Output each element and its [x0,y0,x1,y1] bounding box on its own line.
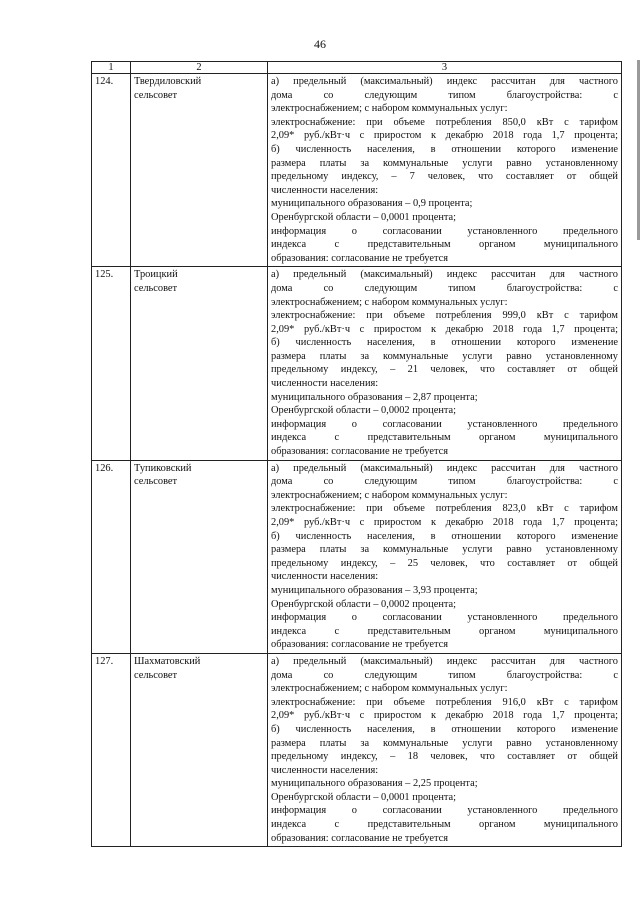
description-line: 2,09* руб./кВт·ч с приростом к декабрю 2018 года 1,7 процента; [271,130,618,142]
column-header-2: 2 [131,62,268,74]
description-line: численности населения: [271,764,379,776]
description-line: электроснабжением; с набором коммунальных услуг: [271,683,508,695]
description-line: электроснабжение: при объеме потребления 850,0 кВт с тарифом [271,116,618,128]
description-line: индекса с представительным органом муниципального [271,432,618,444]
description-line: Оренбургской области – 0,0002 процента; [271,405,457,417]
description-line: электроснабжением; с набором коммунальных услуг: [271,103,508,115]
column-header-1: 1 [92,62,131,74]
description-line: предельному индексу, – 18 человек, что составляет от общей [271,751,618,763]
description-line: предельному индексу, – 21 человек, что составляет от общей [271,364,618,376]
description-line: электроснабжение: при объеме потребления 999,0 кВт с тарифом [271,310,618,322]
description-line: б) численность населения, в отношении которого изменение [271,143,618,155]
description-line: размера платы за коммунальные услуги равно установленному [271,157,618,169]
table-row [92,74,622,267]
description-line: электроснабжением; с набором коммунальных услуг: [271,296,508,308]
description-line: а) предельный (максимальный) индекс рассчитан для частного [271,462,618,474]
description-line: муниципального образования – 0,9 процента; [271,198,473,210]
description-line: информация о согласовании установленного предельного [271,418,618,430]
municipality-name [131,74,268,267]
description-line: дома со следующим типом благоустройства: с [271,669,618,681]
description-line: 2,09* руб./кВт·ч с приростом к декабрю 2018 года 1,7 процента; [271,517,618,528]
description-line: 2,09* руб./кВт·ч с приростом к декабрю 2018 года 1,7 процента; [271,710,618,722]
municipality-name-line: Шахматовский [134,655,201,667]
description-line: информация о согласовании установленного предельного [271,805,618,817]
row-number: 126. [92,460,131,653]
row-number: 125. [92,267,131,460]
municipality-name-line: сельсовет [134,669,178,681]
index-description [268,460,622,653]
description-line: дома со следующим типом благоустройства: с [271,282,618,294]
municipality-name [131,653,268,846]
index-description [268,267,622,460]
description-line: образования: согласование не требуется [271,252,449,264]
description-line: муниципального образования – 2,87 процента; [271,391,478,403]
description-line: Оренбургской области – 0,0001 процента; [271,211,457,223]
description-line: 2,09* руб./кВт·ч с приростом к декабрю 2018 года 1,7 процента; [271,323,618,335]
description-line: дома со следующим типом благоустройства: с [271,89,618,101]
municipality-name-line: Твердиловский [134,76,202,87]
description-line: индекса с представительным органом муниципального [271,625,618,637]
description-line: образования: согласование не требуется [271,832,449,844]
description-line: а) предельный (максимальный) индекс рассчитан для частного [271,655,618,667]
description-line: а) предельный (максимальный) индекс рассчитан для частного [271,76,618,87]
description-line: муниципального образования – 2,25 процента; [271,778,478,790]
municipality-name-line: Троицкий [134,269,178,281]
description-line: размера платы за коммунальные услуги равно установленному [271,544,618,556]
description-line: численности населения: [271,378,379,390]
description-line: Оренбургской области – 0,0002 процента; [271,598,457,610]
column-header-3: 3 [268,62,622,74]
description-line: электроснабжение: при объеме потребления 823,0 кВт с тарифом [271,503,618,515]
description-line: образования: согласование не требуется [271,639,449,651]
description-line: Оренбургской области – 0,0001 процента; [271,791,457,803]
description-line: образования: согласование не требуется [271,446,449,458]
row-number: 127. [92,653,131,846]
description-line: предельному индексу, – 7 человек, что составляет от общей [271,171,618,183]
description-line: электроснабжением; с набором коммунальных услуг: [271,489,508,501]
description-line: размера платы за коммунальные услуги равно установленному [271,350,618,362]
table-row [92,653,622,846]
description-line: б) численность населения, в отношении которого изменение [271,723,618,735]
municipality-name-line: Тупиковский [134,462,192,474]
description-line: дома со следующим типом благоустройства: с [271,476,618,488]
description-line: электроснабжение: при объеме потребления 916,0 кВт с тарифом [271,696,618,708]
table-row [92,267,622,460]
municipality-name-line: сельсовет [134,89,178,101]
index-description [268,74,622,267]
description-line: индекса с представительным органом муниципального [271,819,618,831]
page-number: 46 [314,37,326,51]
description-line: муниципального образования – 3,93 процента; [271,584,478,596]
table-row [92,460,622,653]
table-header-row [92,62,622,74]
description-line: б) численность населения, в отношении которого изменение [271,337,618,349]
municipality-name [131,460,268,653]
municipality-name [131,267,268,460]
description-line: информация о согласовании установленного предельного [271,612,618,624]
description-line: б) численность населения, в отношении которого изменение [271,530,618,542]
table-body [92,74,622,847]
municipality-name-line: сельсовет [134,476,178,488]
index-description [268,653,622,846]
description-line: численности населения: [271,571,379,583]
row-number: 124. [92,74,131,267]
description-line: предельному индексу, – 25 человек, что составляет от общей [271,557,618,569]
description-line: размера платы за коммунальные услуги равно установленному [271,737,618,749]
description-line: информация о согласовании установленного предельного [271,225,618,237]
description-line: индекса с представительным органом муниципального [271,239,618,251]
tariff-index-table [91,61,622,847]
description-line: численности населения: [271,184,379,196]
description-line: а) предельный (максимальный) индекс рассчитан для частного [271,269,618,281]
municipality-name-line: сельсовет [134,282,178,294]
